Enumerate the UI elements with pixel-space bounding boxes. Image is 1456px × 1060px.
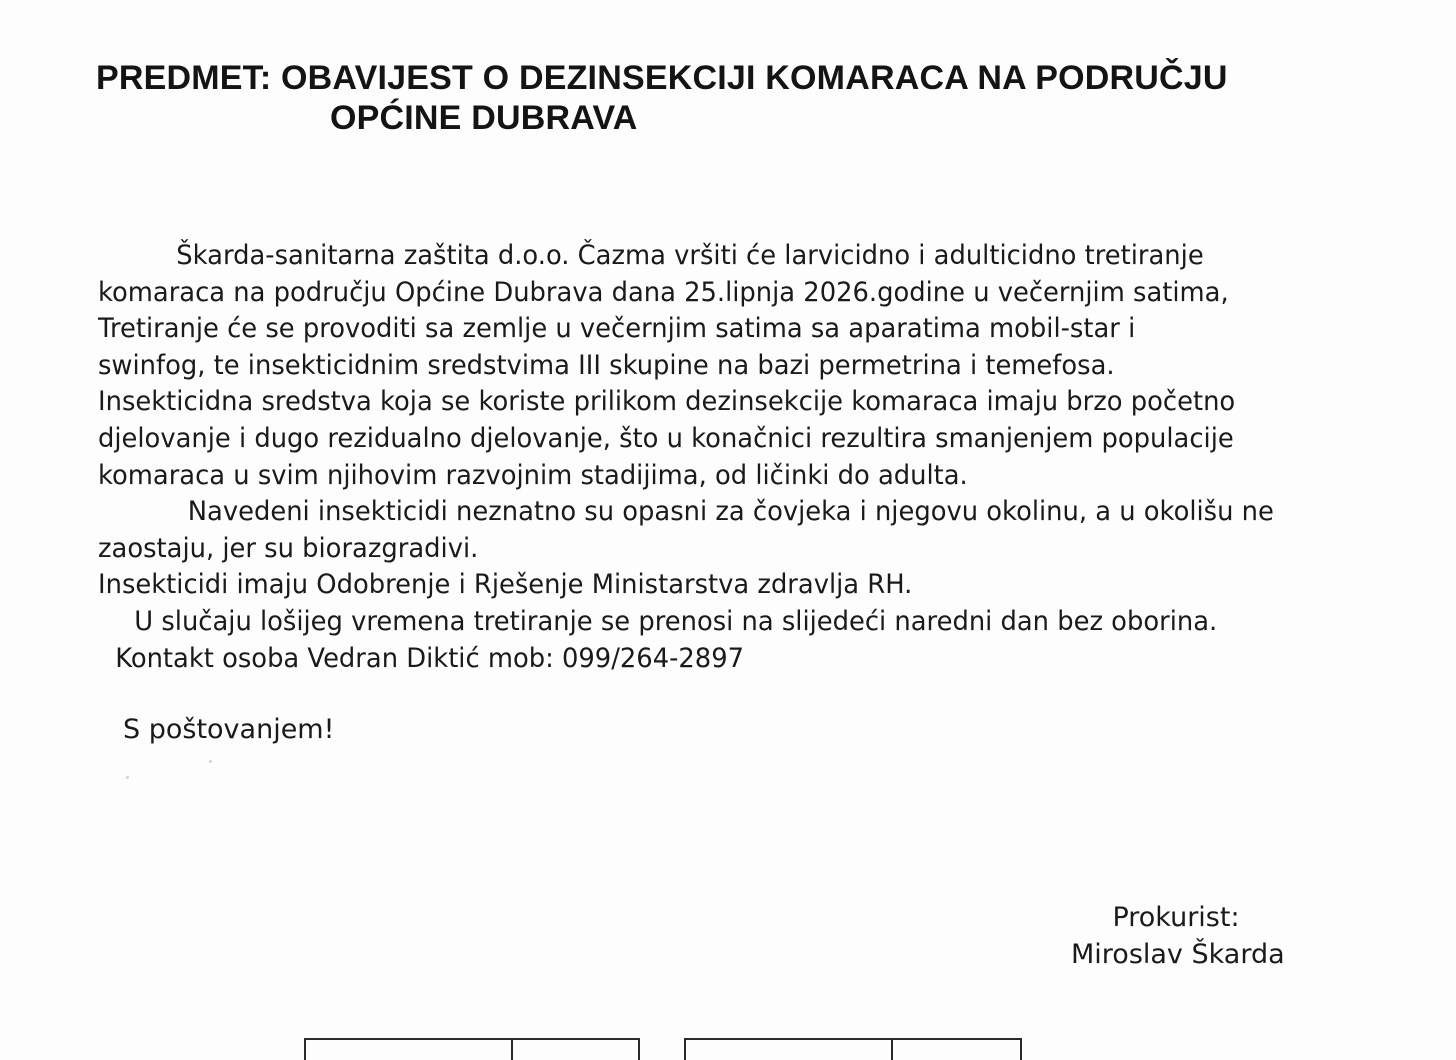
- footer-box-divider: [511, 1040, 513, 1060]
- body-line: Škarda-sanitarna zaštita d.o.o. Čazma vršiti će larvicidno i adulticidno tretiranje: [176, 240, 1204, 271]
- document-title: [96, 58, 1228, 138]
- signature-role: Prokurist:: [1112, 902, 1240, 933]
- closing-greeting: S poštovanjem!: [123, 714, 335, 745]
- title-line-2: OPĆINE DUBRAVA: [330, 99, 638, 137]
- body-line: Navedeni insekticidi neznatno su opasni za čovjeka i njegovu okolinu, a u okolišu ne: [187, 496, 1274, 528]
- notice-body: [98, 238, 1274, 677]
- body-line: komaraca na području Općine Dubrava dana 25.lipnja 2026.godine u večernjim satima,: [98, 276, 1229, 308]
- signature-block: [1071, 900, 1285, 973]
- body-line: Insekticidna sredstva koja se koriste prilikom dezinsekcije komaraca imaju brzo početno: [98, 386, 1236, 418]
- scan-speck: [126, 776, 129, 779]
- scan-speck: [209, 760, 212, 763]
- body-line: U slučaju lošijeg vremena tretiranje se prenosi na slijedeći naredni dan bez oborina.: [134, 605, 1218, 637]
- body-line: zaostaju, jer su biorazgradivi.: [98, 532, 479, 564]
- body-line: swinfog, te insekticidnim sredstvima III skupine na bazi permetrina i temefosa.: [98, 349, 1115, 381]
- title-line-1: PREDMET: OBAVIJEST O DEZINSEKCIJI KOMARACA NA PODRUČJU: [96, 59, 1228, 97]
- signature-name: Miroslav Škarda: [1071, 938, 1285, 970]
- body-line: Tretiranje će se provoditi sa zemlje u večernjim satima sa aparatima mobil-star i: [98, 313, 1136, 345]
- footer-stamp-box: [684, 1038, 1022, 1060]
- body-line: Insekticidi imaju Odobrenje i Rješenje Ministarstva zdravlja RH.: [98, 569, 913, 601]
- body-line: djelovanje i dugo rezidualno djelovanje, što u konačnici rezultira smanjenjem populacije: [98, 422, 1234, 454]
- footer-stamp-box: [304, 1038, 640, 1060]
- footer-box-divider: [891, 1040, 893, 1060]
- body-line: komaraca u svim njihovim razvojnim stadijima, od ličinki do adulta.: [98, 459, 968, 491]
- contact-line: Kontakt osoba Vedran Diktić mob: 099/264-2897: [115, 642, 745, 674]
